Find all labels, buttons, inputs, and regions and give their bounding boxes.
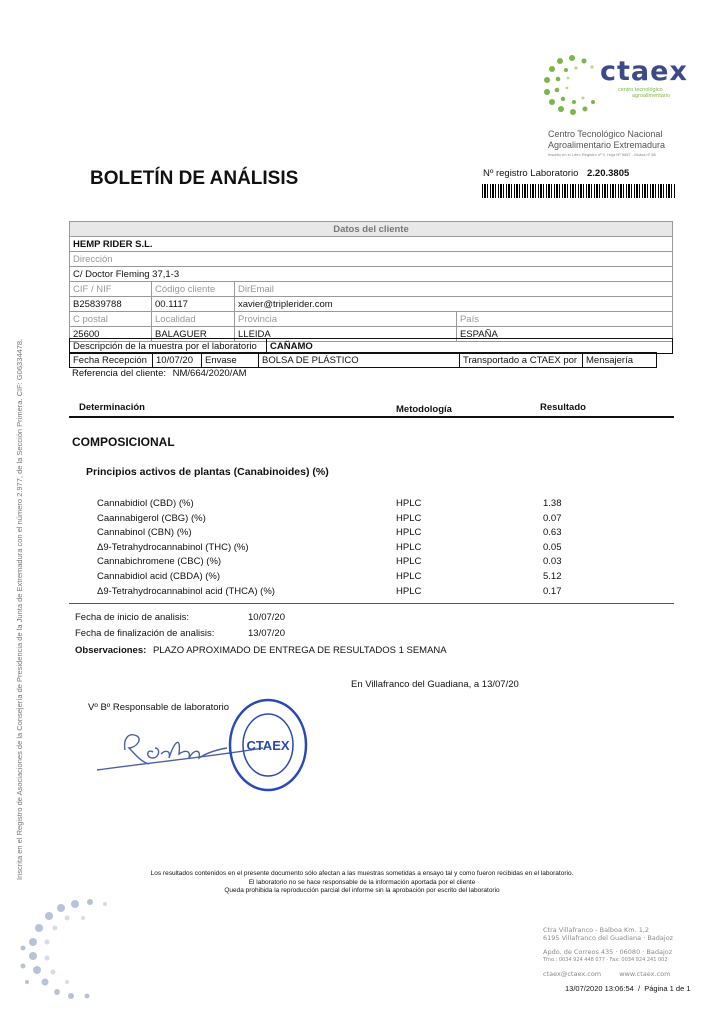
stamp-center: CTAEX [246,738,290,753]
address-line-1: Ctra Villafranco - Balboa Km. 1,2 [543,926,650,934]
codigo-value: 00.1117 [152,297,235,312]
disclaimer-line-1: Los resultados contenidos en el presente documento sólo afectan a las muestras sometidas a ensayo tal y como fueron recibidas en el laboratorio. [150,870,574,877]
ctaex-logo [540,50,688,120]
registro-value: 2.20.3805 [587,168,630,179]
result-value: 0.17 [543,585,562,597]
fin-label: Fecha de finalización de analisis: [75,628,215,639]
barcode [482,184,675,198]
col-metodologia: Metodología [396,404,452,415]
page-footer: 13/07/2020 13:06:54 / Página 1 de 1 [565,984,691,993]
registro [483,168,629,179]
inicio-label: Fecha de inicio de analisis: [75,612,190,623]
sample-recv-table [69,352,657,368]
cif-label: CIF / NIF [70,282,152,297]
pais-label: País [456,312,672,327]
page-title: BOLETÍN DE ANÁLISIS [90,168,299,189]
org-line-1: Centro Tecnológico Nacional [548,129,663,139]
observaciones [75,645,447,656]
registro-label: Nº registro Laboratorio [483,168,579,179]
localidad-value: BALAGUER [152,327,235,342]
subsection-title: Principios activos de plantas (Canabinoides) (%) [86,466,329,478]
logo-tagline-2: agroalimentario [632,93,670,99]
result-name: Cannabichromene (CBC) (%) [97,556,222,568]
email-label: DirEmail [235,282,673,297]
address-line-2: 6195 Villafranco del Guadiana · Badajoz [543,934,674,942]
inicio-value: 10/07/20 [248,612,285,623]
email-value: xavier@triplerider.com [235,297,673,312]
disclaimer [0,870,724,896]
decorative-dots-icon [15,896,115,1006]
result-value: 0.05 [543,541,562,553]
transp-label: Transportado a CTAEX por [460,353,583,368]
pais-value: ESPAÑA [456,327,672,342]
result-method: HPLC [396,571,422,582]
result-method: HPLC [396,512,422,524]
localidad-label: Localidad [152,312,235,327]
ref-label: Referencia del cliente: [72,368,166,379]
signature-label: Vº Bº Responsable de laboratorio [88,702,230,713]
result-method: HPLC [396,527,422,539]
cif-value: B25839788 [70,297,152,312]
address-block [543,926,673,978]
ref-value: NM/664/2020/AM [172,368,247,379]
envase-label: Envase [202,353,259,368]
logo-dots-icon [540,52,604,116]
result-name: Cannabinol (CBN) (%) [97,527,192,539]
header-rule [69,416,674,418]
provincia-value: LLEIDA [235,327,457,342]
cp-value: 25600 [70,327,152,342]
address-contact [543,970,673,978]
side-legal-text: Inscrita en el Registro de Asociaciones de la Consejería de Presidencia de la Junta de Extremadura con el número 2.977, de la Sección Primera. CIF: G06334478. [15,338,24,880]
client-header: Datos del cliente [70,222,673,237]
desc-value: CAÑAMO [267,339,673,354]
cp-label: C postal [70,312,152,327]
client-table [69,221,673,342]
stamp [228,698,308,792]
referencia [72,368,247,379]
logo-brand: ctaex [600,56,688,87]
org-line-3: Inscrito en el Libro Registro nº 0, Hoja Nº 5657 - Mutua nº 88 [548,152,656,157]
result-method: HPLC [396,541,422,553]
direccion-label: Dirección [70,252,673,267]
result-method: HPLC [396,585,422,597]
envase-value: BOLSA DE PLÁSTICO [259,353,460,368]
address-web: www.ctaex.com [619,970,671,978]
disclaimer-line-2: El laboratorio no se hace responsable de la información aportada por el cliente [248,878,476,886]
result-method: HPLC [396,498,422,509]
address-email: ctaex@ctaex.com [543,970,602,978]
logo-tagline-1: centro tecnológico [618,87,663,93]
result-value: 5.12 [543,571,562,582]
desc-label: Descripción de la muestra por el laboratorio [70,339,267,354]
result-name: Cannabidiol acid (CBDA) (%) [97,571,221,582]
transp-value: Mensajería [583,353,657,368]
provincia-label: Provincia [235,312,457,327]
address-line-4: Tfno.: 0034 924 448 077 · Fax: 0034 924 241 002 [543,957,668,963]
place-date: En Villafranco del Guadiana, a 13/07/20 [351,679,519,690]
client-name: HEMP RIDER S.L. [70,237,673,252]
result-name: Δ9-Tetrahydrocannabinol acid (THCA) (%) [97,585,275,597]
direccion-value: C/ Doctor Fleming 37,1-3 [70,267,673,282]
org-line-2: Agroalimentario Extremadura [548,140,666,150]
fin-value: 13/07/20 [248,628,285,639]
obs-text: PLAZO APROXIMADO DE ENTREGA DE RESULTADOS 1 SEMANA [152,645,447,656]
disclaimer-line-3: Queda prohibida la reproducción parcial del informe sin la aprobación por escrito del laboratorio [224,887,500,894]
col-determinacion: Determinación [79,402,145,413]
result-name: Caannabigerol (CBG) (%) [97,512,206,524]
results-rule [69,603,674,604]
result-value: 0.03 [543,556,562,568]
obs-label: Observaciones: [75,645,147,656]
result-value: 1.38 [543,498,562,509]
fecha-value: 10/07/20 [153,353,202,368]
address-line-3: Apdo. de Correos 435 · 06080 · Badajoz [543,948,673,956]
result-name: Cannabidiol (CBD) (%) [97,498,194,509]
result-value: 0.07 [543,512,562,524]
codigo-label: Código cliente [152,282,235,297]
result-method: HPLC [396,556,422,568]
col-resultado: Resultado [540,402,586,413]
result-name: Δ9-Tetrahydrocannabinol (THC) (%) [97,541,249,553]
section-title: COMPOSICIONAL [72,435,175,449]
result-value: 0.63 [543,527,562,539]
fecha-label: Fecha Recepción [70,353,153,368]
